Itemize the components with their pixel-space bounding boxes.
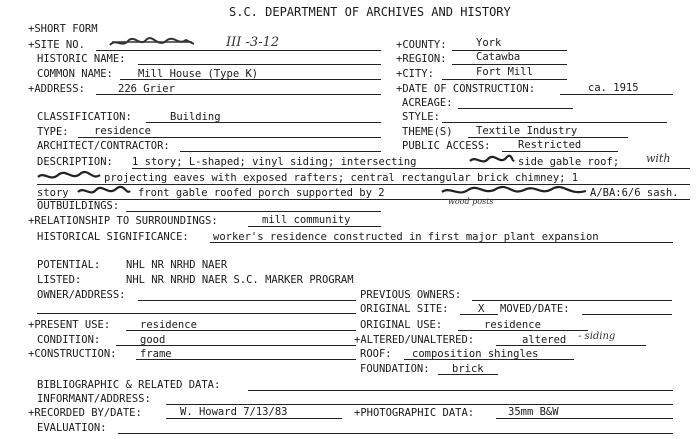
region-line	[452, 64, 567, 65]
informant-address-line	[166, 404, 673, 405]
foundation-label: FOUNDATION:	[360, 363, 430, 375]
altered-unaltered-label: +ALTERED/UNALTERED:	[354, 334, 475, 346]
present-use-label: +PRESENT USE:	[28, 319, 111, 331]
description-line-3a: story	[37, 187, 69, 199]
city-label: +CITY:	[396, 68, 434, 80]
city-value: Fort Mill	[476, 66, 533, 78]
bibliographic-line	[248, 390, 673, 391]
historic-name-label: HISTORIC NAME:	[37, 53, 126, 65]
construction-value: frame	[140, 348, 172, 360]
original-site-value: X	[478, 303, 485, 315]
region-value: Catawba	[476, 51, 521, 63]
significance-label: HISTORICAL SIGNIFICANCE:	[37, 231, 189, 243]
classification-label: CLASSIFICATION:	[37, 111, 132, 123]
public-access-label: PUBLIC ACCESS:	[402, 140, 491, 152]
informant-address-label: INFORMANT/ADDRESS:	[37, 393, 151, 405]
classification-value: Building	[170, 111, 221, 123]
description-line-2-rule	[37, 184, 690, 185]
acreage-label: ACREAGE:	[402, 97, 453, 109]
original-use-label: ORIGINAL USE:	[360, 319, 443, 331]
listed-label: LISTED:	[37, 274, 82, 286]
description-line-3-rule	[37, 199, 690, 200]
type-label: TYPE:	[37, 126, 69, 138]
common-name-value: Mill House (Type K)	[138, 68, 259, 80]
description-line-3b: front gable roofed porch supported by 2	[138, 187, 385, 199]
region-label: +REGION:	[396, 53, 447, 65]
crossed-out-site-number	[108, 36, 196, 50]
original-use-value: residence	[484, 319, 541, 331]
description-line-1a: 1 story; L-shaped; vinyl siding; intersecting	[132, 156, 417, 168]
moved-date-label: MOVED/DATE:	[500, 303, 570, 315]
roof-label: ROOF:	[360, 348, 392, 360]
site-no-line	[96, 50, 381, 51]
recorded-by-label: +RECORDED BY/DATE:	[28, 407, 142, 419]
altered-handwritten-siding: - siding	[578, 331, 616, 342]
architect-contractor-label: ARCHITECT/CONTRACTOR:	[37, 140, 170, 152]
relationship-label: +RELATIONSHIP TO SURROUNDINGS:	[28, 215, 218, 227]
moved-date-line	[582, 314, 672, 315]
condition-value: good	[140, 334, 166, 346]
historic-name-line	[138, 64, 381, 65]
themes-line	[468, 137, 628, 138]
description-strikeout-1	[468, 154, 516, 167]
description-line-1b: side gable roof;	[518, 156, 620, 168]
altered-unaltered-value: altered	[522, 334, 567, 346]
outbuildings-label: OUTBUILDINGS:	[37, 200, 120, 212]
photographic-data-line	[496, 418, 673, 419]
potential-options: NHL NR NRHD NAER	[126, 259, 228, 271]
date-of-construction-value: ca. 1915	[588, 82, 639, 94]
previous-owners-line	[472, 300, 672, 301]
bibliographic-label: BIBLIOGRAPHIC & RELATED DATA:	[37, 379, 221, 391]
roof-value: composition shingles	[412, 348, 539, 360]
previous-owners-label: PREVIOUS OWNERS:	[360, 289, 462, 301]
short-form-label: +SHORT FORM	[28, 23, 98, 35]
owner-address-line-2	[37, 313, 356, 314]
architect-contractor-line	[180, 151, 381, 152]
acreage-line	[458, 108, 573, 109]
relationship-line	[248, 226, 381, 227]
outbuildings-line	[126, 211, 381, 212]
foundation-value: brick	[452, 363, 484, 375]
themes-value: Textile Industry	[476, 125, 578, 137]
listed-options: NHL NR NRHD NAER S.C. MARKER PROGRAM	[126, 274, 354, 286]
description-line-2: projecting eaves with exposed rafters; central rectangular brick chimney; 1	[104, 172, 579, 184]
description-line-3c: A/BA:6/6 sash.	[590, 187, 679, 199]
relationship-value: mill community	[262, 214, 351, 226]
site-no-handwritten: III -3-12	[226, 35, 280, 50]
county-value: York	[476, 37, 502, 49]
owner-address-label: OWNER/ADDRESS:	[37, 289, 126, 301]
owner-address-line	[138, 300, 356, 301]
description-strikeout-2	[36, 170, 102, 183]
address-label: +ADDRESS:	[28, 83, 85, 95]
city-line	[442, 79, 567, 80]
potential-label: POTENTIAL:	[37, 259, 101, 271]
public-access-value: Restricted	[518, 139, 582, 151]
county-label: +COUNTY:	[396, 39, 447, 51]
address-value: 226 Grier	[118, 83, 175, 95]
construction-label: +CONSTRUCTION:	[28, 348, 117, 360]
date-of-construction-label: +DATE OF CONSTRUCTION:	[396, 83, 536, 95]
photographic-data-label: +PHOTOGRAPHIC DATA:	[354, 407, 475, 419]
public-access-line	[502, 151, 618, 152]
condition-label: CONDITION:	[37, 334, 101, 346]
date-of-construction-line	[560, 94, 673, 95]
recorded-by-line	[166, 418, 342, 419]
evaluation-line	[118, 433, 673, 434]
type-value: residence	[94, 125, 151, 137]
original-site-label: ORIGINAL SITE:	[360, 303, 449, 315]
form-title: S.C. DEPARTMENT OF ARCHIVES AND HISTORY	[229, 5, 511, 19]
description-line-1-rule	[132, 168, 690, 169]
common-name-label: COMMON NAME:	[37, 68, 113, 80]
significance-value: worker's residence constructed in first major plant expansion	[213, 231, 599, 243]
themes-label: THEME(S)	[402, 126, 453, 138]
photographic-data-value: 35mm B&W	[508, 406, 559, 418]
present-use-value: residence	[140, 319, 197, 331]
type-line	[78, 137, 381, 138]
description-handwritten-with: with	[646, 152, 671, 165]
recorded-by-value: W. Howard 7/13/83	[180, 406, 288, 418]
description-strikeout-3	[76, 185, 132, 198]
description-handwritten-wood-posts: wood posts	[448, 197, 494, 206]
style-line	[442, 122, 667, 123]
site-no-label: +SITE NO.	[28, 39, 85, 51]
altered-unaltered-line	[496, 345, 646, 346]
description-label: DESCRIPTION:	[37, 156, 113, 168]
evaluation-label: EVALUATION:	[37, 422, 107, 434]
style-label: STYLE:	[402, 111, 440, 123]
